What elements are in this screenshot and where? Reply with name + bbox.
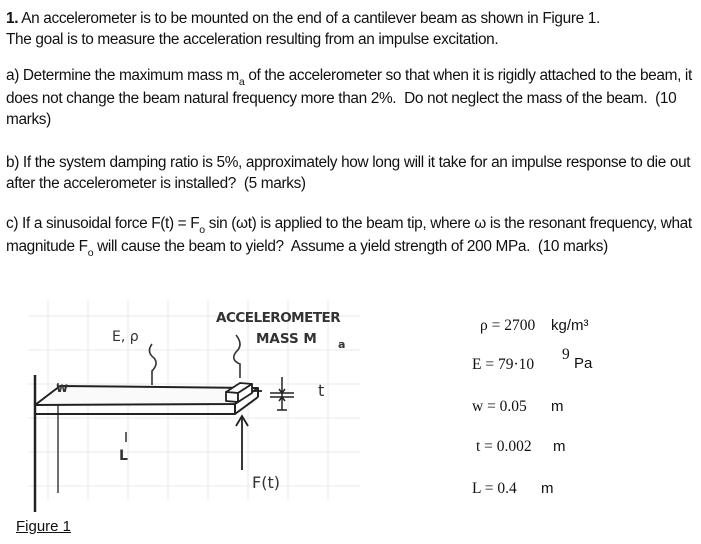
- accelerometer-label-subscript: a: [338, 338, 346, 351]
- accelerometer-pointer: [234, 335, 240, 378]
- param-t-unit: m: [553, 438, 566, 455]
- param-w-unit: m: [551, 398, 564, 415]
- thickness-label: t: [318, 381, 325, 400]
- width-label: w: [56, 381, 69, 396]
- part-c-text-2: sin (ωt) is applied to the beam tip, where ω is the resonant frequency, what magnitude F: [6, 215, 696, 255]
- param-rho: ρ = 2700: [480, 317, 536, 334]
- accelerometer-label-1: ACCELEROMETER: [216, 310, 341, 326]
- part-c-subscript-1: o: [199, 224, 205, 236]
- part-c-subscript-2: o: [87, 247, 94, 259]
- param-e-exponent: 9: [562, 346, 570, 363]
- question-number: 1.: [6, 10, 19, 27]
- param-t: t = 0.002: [476, 438, 532, 455]
- part-a-text-after: of the accelerometer so that when it is rigidly attached to the beam, it does not change the beam natural frequency more than 2%. Do not neglect the mass of the beam. (10 marks): [6, 67, 696, 128]
- part-b-text: b) If the system damping ratio is 5%, approximately how long will it take for an impulse response to die out after the accelerometer is installed? (5 marks): [6, 154, 695, 192]
- beam: [35, 386, 258, 414]
- figure-caption: Figure 1: [16, 518, 72, 535]
- question-line-1: An accelerometer is to be mounted on the end of a cantilever beam as shown in Figure 1.: [18, 10, 600, 27]
- thickness-dimension: [270, 377, 294, 410]
- param-e-unit: Pa: [574, 355, 593, 372]
- param-l-unit: m: [541, 480, 554, 497]
- param-w: w = 0.05: [472, 398, 527, 415]
- accelerometer-label-2: MASS M: [256, 331, 317, 347]
- param-l: L = 0.4: [472, 480, 517, 497]
- part-a-subscript: a: [238, 76, 245, 88]
- param-rho-unit: kg/m³: [551, 317, 589, 334]
- part-c-text-1: c) If a sinusoidal force F(t) = F: [6, 215, 200, 232]
- material-label: E, ρ: [112, 329, 139, 345]
- part-a-text-before: a) Determine the maximum mass m: [6, 67, 239, 84]
- part-c-text-3: will cause the beam to yield? Assume a yield strength of 200 MPa. (10 marks): [93, 238, 608, 255]
- length-label: L: [119, 448, 128, 464]
- question-line-2: The goal is to measure the acceleration resulting from an impulse excitation.: [6, 31, 499, 48]
- param-e: E = 79·10: [472, 356, 535, 373]
- force-label: F(t): [252, 473, 280, 492]
